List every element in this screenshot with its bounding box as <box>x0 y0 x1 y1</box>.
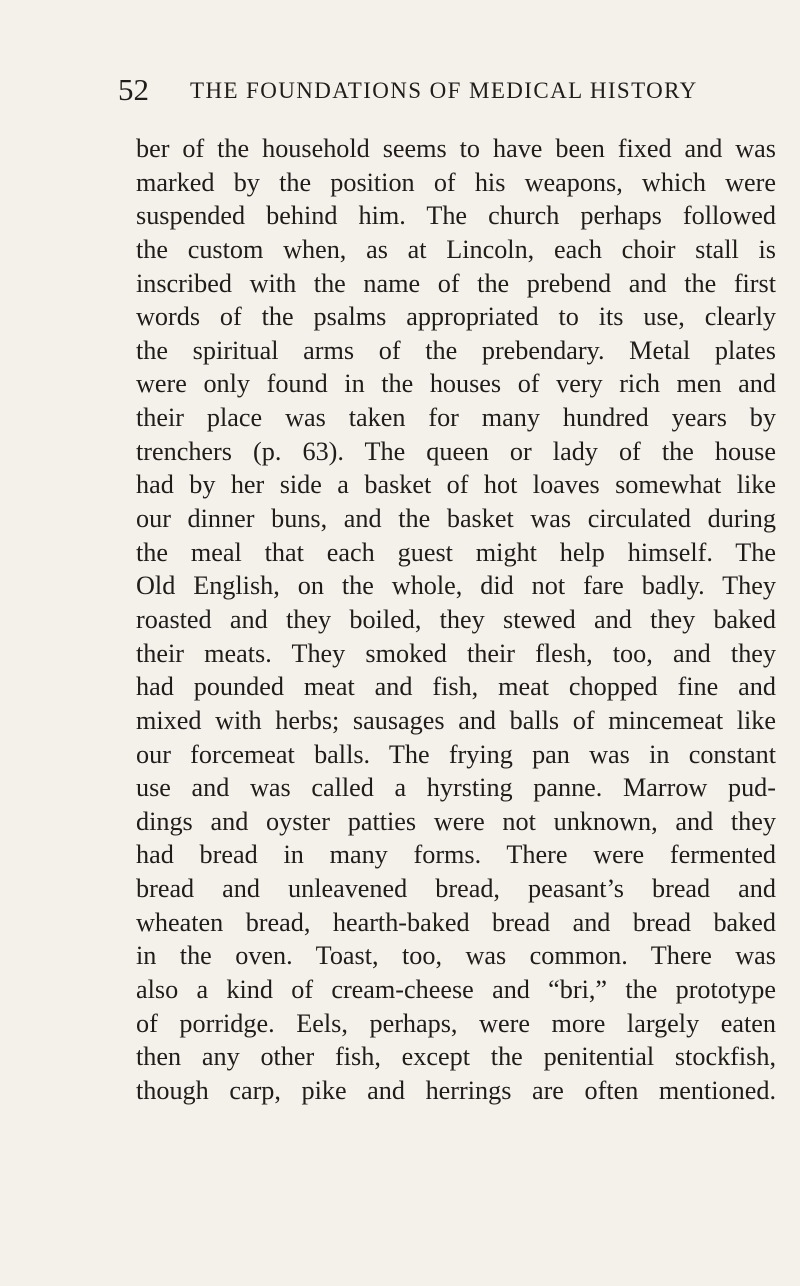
page-number: 52 <box>118 72 149 107</box>
text-line: marked by the position of his weapons, which were <box>136 167 776 197</box>
text-line: words of the psalms appropriated to its use, clearly <box>136 302 776 332</box>
text-line: were only found in the houses of very rich men and <box>136 369 776 399</box>
text-line: of porridge. Eels, perhaps, were more largely eaten <box>136 1008 776 1038</box>
text-line: also a kind of cream-cheese and “bri,” the prototype <box>136 975 776 1005</box>
text-line: the custom when, as at Lincoln, each choir stall is <box>136 234 776 264</box>
text-line: their place was taken for many hundred years by <box>136 403 776 433</box>
text-line: the meal that each guest might help himself. The <box>136 537 776 567</box>
text-line: had bread in many forms. There were fermented <box>136 840 776 870</box>
text-line: in the oven. Toast, too, was common. There was <box>136 941 776 971</box>
running-head: THE FOUNDATIONS OF MEDICAL HISTORY <box>190 78 698 103</box>
page-header <box>118 72 718 112</box>
body-text <box>136 132 776 1108</box>
text-line: our forcemeat balls. The frying pan was in constant <box>136 739 776 769</box>
text-line: bread and unleavened bread, peasant’s bread and <box>136 874 776 904</box>
text-line: ber of the household seems to have been fixed and was <box>136 134 776 163</box>
text-line: though carp, pike and herrings are often mentioned. <box>136 1075 776 1105</box>
text-line: mixed with herbs; sausages and balls of mincemeat like <box>136 705 776 735</box>
text-line: dings and oyster patties were not unknown, and they <box>136 806 776 836</box>
text-line: our dinner buns, and the basket was circulated during <box>136 504 776 534</box>
text-line: then any other fish, except the penitential stockfish, <box>136 1042 776 1072</box>
text-line: Old English, on the whole, did not fare badly. They <box>136 571 776 601</box>
text-line: inscribed with the name of the prebend and the first <box>136 268 776 298</box>
text-line: had by her side a basket of hot loaves somewhat like <box>136 470 776 500</box>
text-line: their meats. They smoked their flesh, too, and they <box>136 638 776 668</box>
text-line: wheaten bread, hearth-baked bread and bread baked <box>136 907 776 937</box>
text-line: trenchers (p. 63). The queen or lady of the house <box>136 436 776 466</box>
text-line: roasted and they boiled, they stewed and they baked <box>136 604 776 634</box>
text-line: suspended behind him. The church perhaps followed <box>136 201 776 231</box>
text-line: had pounded meat and fish, meat chopped fine and <box>136 672 776 702</box>
text-line: use and was called a hyrsting panne. Marrow pud- <box>136 773 776 803</box>
text-line: the spiritual arms of the prebendary. Metal plates <box>136 335 776 365</box>
